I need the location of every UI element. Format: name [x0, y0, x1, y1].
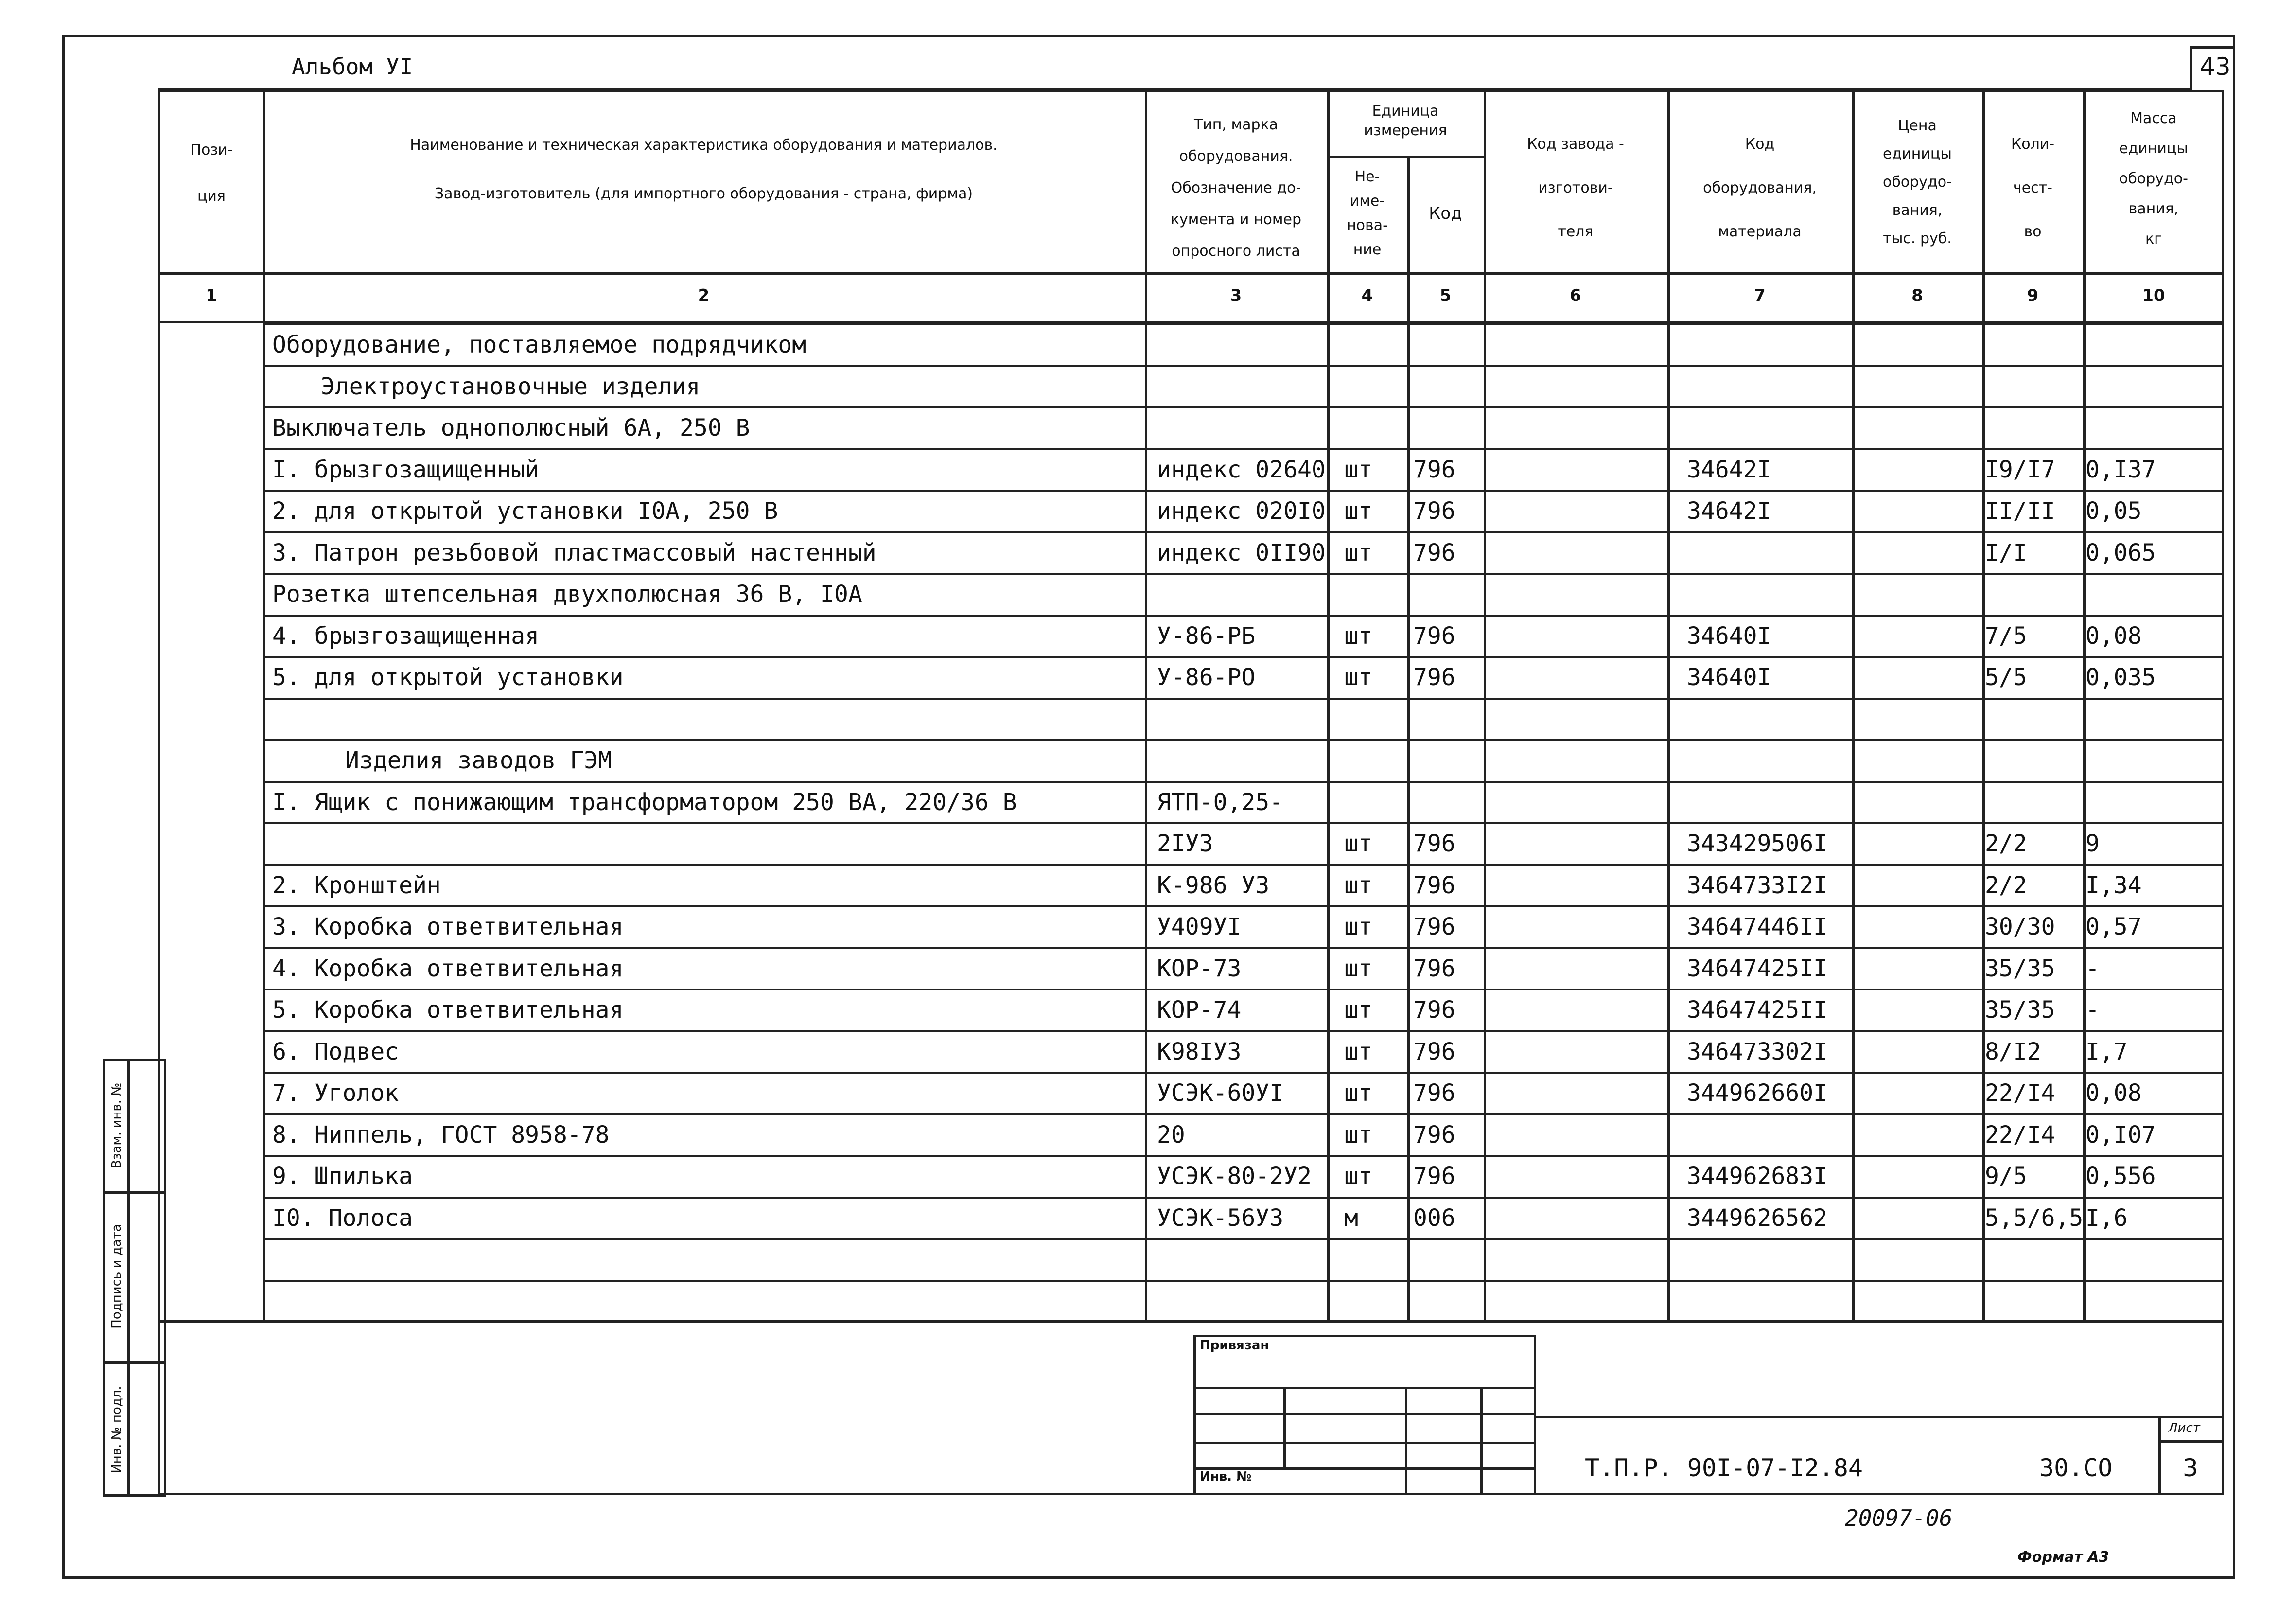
cell-type: УСЭК-60УI: [1157, 1079, 1284, 1107]
cell-unit: шт: [1344, 830, 1372, 857]
hdr-mass-line-1: единицы: [2119, 140, 2188, 157]
cell-material-code: 34640I: [1687, 622, 1771, 650]
hdr-type-line-2: Обозначение до-: [1171, 179, 1301, 196]
cell-name: Розетка штепсельная двухполюсная 36 В, I0А: [272, 581, 862, 608]
cell-name: Оборудование, поставляемое подрядчиком: [272, 331, 806, 358]
table-row: [263, 448, 2224, 450]
cell-name: I0. Полоса: [272, 1204, 413, 1232]
stamp-inv-label: Инв. №: [1200, 1469, 1252, 1484]
cell-unit-code: 796: [1413, 622, 1455, 650]
cell-type: КОР-74: [1157, 996, 1242, 1024]
cell-unit: м: [1344, 1204, 1358, 1232]
cell-type: У-86-РО: [1157, 664, 1256, 691]
table-row: [263, 1197, 2224, 1199]
stamp-rule3: [1193, 1442, 1536, 1444]
cell-unit-code: 796: [1413, 664, 1455, 691]
cell-name: Изделия заводов ГЭМ: [345, 747, 613, 774]
hdr-name-line-0: Наименование и техническая характеристика оборудования и материалов.: [410, 137, 998, 154]
table-row: [263, 615, 2224, 617]
cell-name: 7. Уголок: [272, 1079, 399, 1107]
cell-unit: шт: [1344, 456, 1372, 483]
cell-unit-code: 796: [1413, 830, 1455, 857]
hdr-qty-line-0: Коли-: [2011, 136, 2055, 153]
cell-type: 20: [1157, 1121, 1185, 1149]
table-row: [263, 739, 2224, 741]
cell-material-code: 344962660I: [1687, 1079, 1827, 1107]
hdr-position-line-1: ция: [197, 188, 226, 205]
stamp-vrule1: [1283, 1387, 1286, 1467]
cell-quantity: 8/I2: [1985, 1038, 2041, 1065]
sheet-number: 3: [2183, 1454, 2198, 1482]
stamp-rule1: [1193, 1387, 1536, 1389]
cell-mass: 0,08: [2086, 622, 2142, 650]
hdr-code-line-2: материала: [1718, 223, 1802, 240]
cell-material-code: 3464733I2I: [1687, 871, 1827, 899]
cell-unit-code: 796: [1413, 456, 1455, 483]
table-row: [263, 531, 2224, 533]
table-row: [263, 656, 2224, 658]
col-number-9: 9: [2027, 286, 2039, 305]
header-bottom-rule: [160, 272, 2224, 275]
hdr-unit-name-line-3: ние: [1353, 241, 1382, 258]
cell-quantity: II/II: [1985, 497, 2055, 525]
cell-type: КОР-73: [1157, 954, 1242, 982]
col-number-4: 4: [1361, 286, 1373, 305]
cell-unit-code: 796: [1413, 1079, 1455, 1107]
cell-type: УСЭК-56У3: [1157, 1204, 1284, 1232]
cell-material-code: 34647425II: [1687, 954, 1827, 982]
cell-quantity: 22/I4: [1985, 1079, 2055, 1107]
cell-quantity: 2/2: [1985, 830, 2027, 857]
cell-material-code: 34642I: [1687, 456, 1771, 483]
cell-name: 9. Шпилька: [272, 1163, 413, 1190]
cell-name: 2. для открытой установки I0А, 250 В: [272, 497, 778, 525]
col-number-7: 7: [1754, 286, 1766, 305]
table-row: [263, 1072, 2224, 1074]
hdr-position-line-0: Пози-: [190, 141, 233, 159]
hdr-unit-name-line-0: Не-: [1354, 168, 1380, 185]
cell-type: УСЭК-80-2У2: [1157, 1163, 1312, 1190]
cell-material-code: 34647425II: [1687, 996, 1827, 1024]
cell-mass: -: [2086, 954, 2100, 982]
table-bottom-rule: [160, 1320, 2224, 1323]
cell-unit-code: 796: [1413, 539, 1455, 566]
stamp-vrule2: [1405, 1387, 1407, 1495]
cell-quantity: 22/I4: [1985, 1121, 2055, 1149]
table-row: [263, 864, 2224, 866]
cell-type: 2IУ3: [1157, 830, 1213, 857]
cell-type: индекс 02640: [1157, 456, 1326, 483]
table-row: [263, 406, 2224, 408]
doc-section: 30.CO: [2039, 1454, 2113, 1482]
hdr-code-line-1: оборудования,: [1703, 179, 1817, 196]
cell-mass: 0,I37: [2086, 456, 2156, 483]
cell-type: ЯТП-0,25-: [1157, 788, 1284, 816]
hdr-unit-name-line-2: нова-: [1347, 217, 1388, 234]
hdr-unit-code: Код: [1429, 204, 1462, 223]
table-row: [263, 1113, 2224, 1115]
title-rule: [158, 88, 2192, 90]
col-number-1: 1: [206, 286, 217, 305]
cell-name: 8. Ниппель, ГОСТ 8958-78: [272, 1121, 610, 1149]
cell-type: У409УI: [1157, 913, 1242, 940]
hdr-mass-line-0: Масса: [2130, 110, 2177, 127]
hdr-factory-line-1: изготови-: [1538, 179, 1613, 196]
cell-unit: шт: [1344, 497, 1372, 525]
title-block-top: [1536, 1416, 2224, 1418]
cell-quantity: I9/I7: [1985, 456, 2055, 483]
cell-mass: 0,57: [2086, 913, 2142, 940]
cell-unit-code: 796: [1413, 1121, 1455, 1149]
cell-unit: шт: [1344, 996, 1372, 1024]
cell-quantity: 5,5/6,5: [1985, 1204, 2084, 1232]
cell-material-code: 3449626562: [1687, 1204, 1827, 1232]
hdr-qty-line-1: чест-: [2013, 179, 2052, 196]
cell-quantity: 2/2: [1985, 871, 2027, 899]
hdr-type-line-3: кумента и номер: [1170, 211, 1302, 228]
table-row: [263, 698, 2224, 700]
cell-name: 4. брызгозащищенная: [272, 622, 540, 650]
table-row: [263, 822, 2224, 824]
table-row: [263, 365, 2224, 367]
cell-mass: 0,035: [2086, 664, 2156, 691]
hdr-price-line-0: Цена: [1898, 117, 1937, 134]
cell-material-code: 343429506I: [1687, 830, 1827, 857]
cell-unit-code: 796: [1413, 497, 1455, 525]
cell-quantity: 30/30: [1985, 913, 2055, 940]
cell-unit: шт: [1344, 622, 1372, 650]
table-row: [263, 947, 2224, 949]
side-label-sign: Подпись и дата: [109, 1224, 124, 1329]
hdr-qty-line-2: во: [2024, 223, 2042, 240]
hdr-type-line-4: опросного листа: [1172, 243, 1300, 260]
cell-mass: I,6: [2086, 1204, 2128, 1232]
table-row: [263, 573, 2224, 575]
cell-mass: I,7: [2086, 1038, 2128, 1065]
cell-mass: 0,556: [2086, 1163, 2156, 1190]
cell-type: индекс 0II90: [1157, 539, 1326, 566]
hdr-type-line-1: оборудования.: [1179, 148, 1293, 165]
hdr-price-line-1: единицы: [1883, 145, 1952, 162]
cell-quantity: 5/5: [1985, 664, 2027, 691]
table-row: [263, 490, 2224, 492]
cell-quantity: 9/5: [1985, 1163, 2027, 1190]
cell-material-code: 34642I: [1687, 497, 1771, 525]
cell-name: Электроустановочные изделия: [321, 372, 701, 400]
cell-mass: 0,I07: [2086, 1121, 2156, 1149]
side-strip-divider: [127, 1059, 130, 1497]
cell-name: 6. Подвес: [272, 1038, 399, 1065]
cell-name: I. брызгозащищенный: [272, 456, 540, 483]
hdr-price-line-4: тыс. руб.: [1883, 230, 1952, 247]
cell-quantity: 7/5: [1985, 622, 2027, 650]
cell-name: I. Ящик с понижающим трансформатором 250 ВА, 220/36 В: [272, 788, 1017, 816]
cell-material-code: 346473302I: [1687, 1038, 1827, 1065]
cell-material-code: 34640I: [1687, 664, 1771, 691]
hdr-factory-line-0: Код завода -: [1527, 136, 1624, 153]
hdr-code-line-0: Код: [1745, 136, 1775, 153]
stamp-rule2: [1193, 1413, 1536, 1415]
side-label-inv: Инв. № подл.: [109, 1386, 124, 1473]
cell-name: 5. Коробка ответвительная: [272, 996, 624, 1024]
cell-unit: шт: [1344, 871, 1372, 899]
table-row: [263, 1280, 2224, 1282]
cell-mass: 0,08: [2086, 1079, 2142, 1107]
table-row: [263, 323, 2224, 325]
table-row: [263, 1238, 2224, 1240]
hdr-factory-line-2: теля: [1558, 223, 1594, 240]
hdr-unit-line-1: измерения: [1364, 122, 1447, 139]
cell-material-code: 344962683I: [1687, 1163, 1827, 1190]
cell-unit-code: 796: [1413, 871, 1455, 899]
cell-unit: шт: [1344, 954, 1372, 982]
cell-unit: шт: [1344, 1121, 1372, 1149]
col-number-3: 3: [1230, 286, 1242, 305]
col-number-2: 2: [698, 286, 710, 305]
page-number-box-top: [2190, 46, 2234, 49]
hdr-mass-line-3: вания,: [2128, 200, 2179, 217]
page-number-box-left: [2190, 46, 2192, 90]
cell-quantity: 35/35: [1985, 954, 2055, 982]
cell-type: К98IУ3: [1157, 1038, 1242, 1065]
cell-unit-code: 796: [1413, 954, 1455, 982]
cell-mass: 0,065: [2086, 539, 2156, 566]
cell-name: 5. для открытой установки: [272, 664, 624, 691]
cell-unit: шт: [1344, 913, 1372, 940]
cell-unit-code: 796: [1413, 1163, 1455, 1190]
hdr-mass-line-4: кг: [2145, 230, 2162, 247]
unit-sub-rule: [1327, 156, 1484, 158]
table-row: [263, 1030, 2224, 1032]
cell-name: Выключатель однополюсный 6А, 250 В: [272, 414, 750, 442]
stamp-vrule3: [1480, 1387, 1483, 1495]
cell-material-code: 34647446II: [1687, 913, 1827, 940]
hdr-price-line-3: вания,: [1892, 202, 1943, 219]
cell-unit-code: 006: [1413, 1204, 1455, 1232]
hdr-unit-name-line-1: име-: [1350, 193, 1385, 210]
sheet-label: Лист: [2168, 1421, 2200, 1435]
cell-name: 4. Коробка ответвительная: [272, 954, 624, 982]
hdr-type-line-0: Тип, марка: [1193, 116, 1279, 133]
cell-name: 2. Кронштейн: [272, 871, 441, 899]
sheet-box-left: [2158, 1416, 2161, 1495]
cell-quantity: I/I: [1985, 539, 2027, 566]
cell-unit: шт: [1344, 664, 1372, 691]
handwritten-number: 20097-06: [1845, 1505, 1953, 1531]
col-number-10: 10: [2142, 286, 2165, 305]
stamp-title: Привязан: [1200, 1338, 1269, 1353]
hdr-unit-line-0: Единица: [1372, 103, 1439, 120]
col-number-8: 8: [1911, 286, 1923, 305]
hdr-mass-line-2: оборудо-: [2119, 170, 2188, 187]
sheet-box-mid: [2158, 1440, 2224, 1443]
album-title: Альбом УI: [292, 53, 413, 80]
hdr-price-line-2: оборудо-: [1883, 174, 1952, 191]
page-number: 43: [2200, 53, 2231, 81]
cell-unit: шт: [1344, 539, 1372, 566]
table-row: [263, 989, 2224, 990]
cell-mass: 9: [2086, 830, 2100, 857]
doc-code: Т.П.Р. 90I-07-I2.84: [1585, 1454, 1863, 1482]
cell-quantity: 35/35: [1985, 996, 2055, 1024]
format-label: Формат А3: [2017, 1549, 2109, 1566]
cell-mass: -: [2086, 996, 2100, 1024]
table-row: [263, 1155, 2224, 1157]
side-label-replace: Взам. инв. №: [109, 1082, 124, 1169]
table-row: [263, 781, 2224, 783]
cell-type: У-86-РБ: [1157, 622, 1256, 650]
cell-unit-code: 796: [1413, 1038, 1455, 1065]
col-number-6: 6: [1570, 286, 1581, 305]
cell-name: 3. Коробка ответвительная: [272, 913, 624, 940]
cell-unit: шт: [1344, 1079, 1372, 1107]
cell-type: К-986 У3: [1157, 871, 1270, 899]
cell-unit: шт: [1344, 1038, 1372, 1065]
cell-unit-code: 796: [1413, 913, 1455, 940]
cell-type: индекс 020I0: [1157, 497, 1326, 525]
cell-unit: шт: [1344, 1163, 1372, 1190]
cell-mass: I,34: [2086, 871, 2142, 899]
cell-name: 3. Патрон резьбовой пластмассовый настенный: [272, 539, 876, 566]
cell-mass: 0,05: [2086, 497, 2142, 525]
hdr-name-line-1: Завод-изготовитель (для импортного оборудования - страна, фирма): [434, 185, 973, 202]
col-number-5: 5: [1439, 286, 1452, 305]
cell-unit-code: 796: [1413, 996, 1455, 1024]
table-row: [263, 905, 2224, 907]
